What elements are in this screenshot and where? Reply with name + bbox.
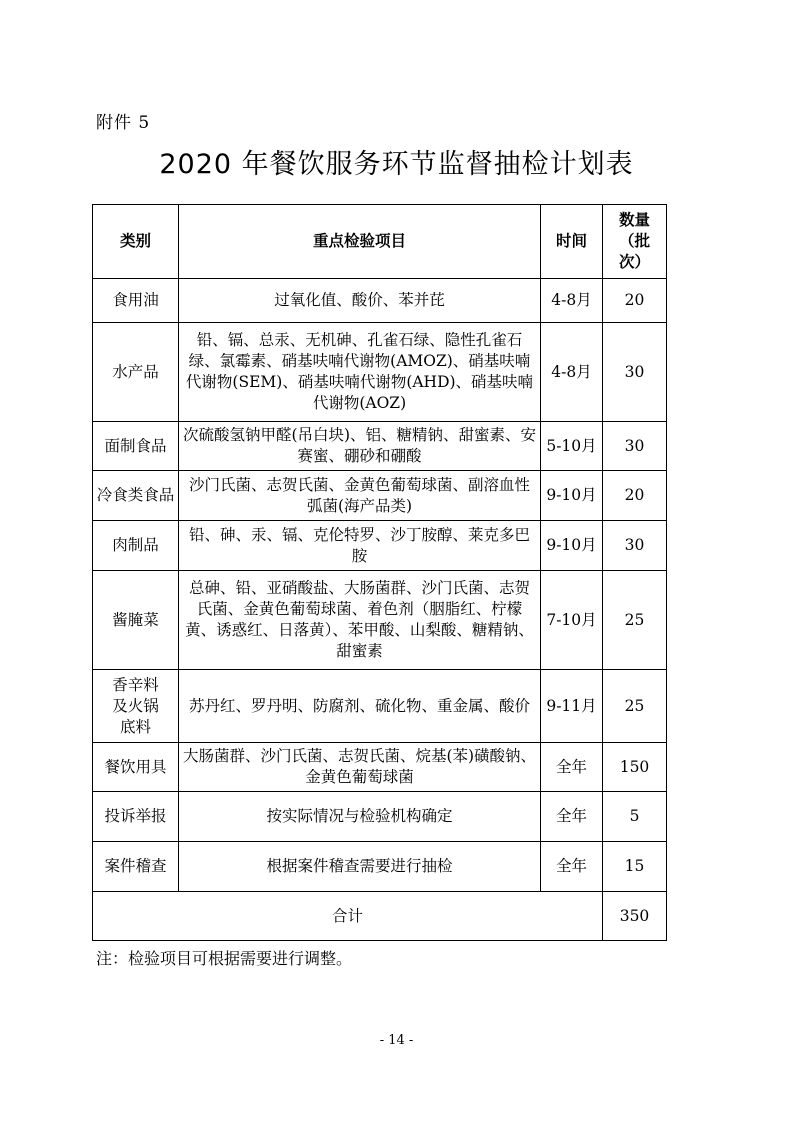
table-row xyxy=(93,571,667,670)
row-category: 香辛料及火锅底料 xyxy=(93,670,179,743)
row-time: 全年 xyxy=(541,792,603,842)
page-title: 2020 年餐饮服务环节监督抽检计划表 xyxy=(159,149,634,180)
row-category: 水产品 xyxy=(93,323,179,422)
table-header-row xyxy=(93,205,667,279)
table-row xyxy=(93,279,667,323)
row-category: 餐饮用具 xyxy=(93,743,179,792)
row-items: 按实际情况与检验机构确定 xyxy=(179,792,541,842)
row-time: 全年 xyxy=(541,842,603,892)
row-items: 沙门氏菌、志贺氏菌、金黄色葡萄球菌、副溶血性弧菌(海产品类) xyxy=(179,471,541,521)
row-time: 9-10月 xyxy=(541,521,603,571)
row-quantity: 30 xyxy=(603,422,667,471)
row-category: 面制食品 xyxy=(93,422,179,471)
row-time: 7-10月 xyxy=(541,571,603,670)
inspection-plan-table xyxy=(92,204,667,941)
row-items: 根据案件稽查需要进行抽检 xyxy=(179,842,541,892)
row-items: 过氧化值、酸价、苯并芘 xyxy=(179,279,541,323)
table-row xyxy=(93,792,667,842)
row-category: 冷食类食品 xyxy=(93,471,179,521)
row-time: 9-11月 xyxy=(541,670,603,743)
row-time: 5-10月 xyxy=(541,422,603,471)
header-quantity: 数量（批次） xyxy=(603,205,667,279)
row-items: 总砷、铅、亚硝酸盐、大肠菌群、沙门氏菌、志贺氏菌、金黄色葡萄球菌、着色剂（胭脂红、柠檬黄、诱惑红、日落黄）、苯甲酸、山梨酸、糖精钠、甜蜜素 xyxy=(179,571,541,670)
table-row xyxy=(93,471,667,521)
header-items: 重点检验项目 xyxy=(179,205,541,279)
table-row xyxy=(93,670,667,743)
attachment-label: 附件 5 xyxy=(96,113,151,133)
row-quantity: 150 xyxy=(603,743,667,792)
row-items: 大肠菌群、沙门氏菌、志贺氏菌、烷基(苯)磺酸钠、金黄色葡萄球菌 xyxy=(179,743,541,792)
table-row xyxy=(93,842,667,892)
row-category: 食用油 xyxy=(93,279,179,323)
row-category: 肉制品 xyxy=(93,521,179,571)
row-quantity: 20 xyxy=(603,471,667,521)
table-row xyxy=(93,743,667,792)
table-total-row xyxy=(93,892,667,941)
row-quantity: 5 xyxy=(603,792,667,842)
row-quantity: 30 xyxy=(603,323,667,422)
table-row xyxy=(93,521,667,571)
row-quantity: 25 xyxy=(603,670,667,743)
row-quantity: 15 xyxy=(603,842,667,892)
footnote: 注：检验项目可根据需要进行调整。 xyxy=(96,949,353,968)
row-items: 铅、镉、总汞、无机砷、孔雀石绿、隐性孔雀石绿、氯霉素、硝基呋喃代谢物(AMOZ)、硝基呋喃代谢物(SEM)、硝基呋喃代谢物(AHD)、硝基呋喃代谢物(AOZ) xyxy=(179,323,541,422)
page-number: - 14 - xyxy=(379,1033,414,1048)
row-quantity: 20 xyxy=(603,279,667,323)
header-category: 类别 xyxy=(93,205,179,279)
table-row xyxy=(93,422,667,471)
row-quantity: 30 xyxy=(603,521,667,571)
total-quantity: 350 xyxy=(603,892,667,941)
row-category: 投诉举报 xyxy=(93,792,179,842)
row-time: 全年 xyxy=(541,743,603,792)
row-time: 4-8月 xyxy=(541,279,603,323)
row-items: 次硫酸氢钠甲醛(吊白块)、铝、糖精钠、甜蜜素、安赛蜜、硼砂和硼酸 xyxy=(179,422,541,471)
row-category: 酱腌菜 xyxy=(93,571,179,670)
row-items: 铅、砷、汞、镉、克伦特罗、沙丁胺醇、莱克多巴胺 xyxy=(179,521,541,571)
row-time: 9-10月 xyxy=(541,471,603,521)
header-time: 时间 xyxy=(541,205,603,279)
row-category: 案件稽查 xyxy=(93,842,179,892)
row-time: 4-8月 xyxy=(541,323,603,422)
row-quantity: 25 xyxy=(603,571,667,670)
row-items: 苏丹红、罗丹明、防腐剂、硫化物、重金属、酸价 xyxy=(179,670,541,743)
table-row xyxy=(93,323,667,422)
total-label: 合计 xyxy=(93,892,603,941)
